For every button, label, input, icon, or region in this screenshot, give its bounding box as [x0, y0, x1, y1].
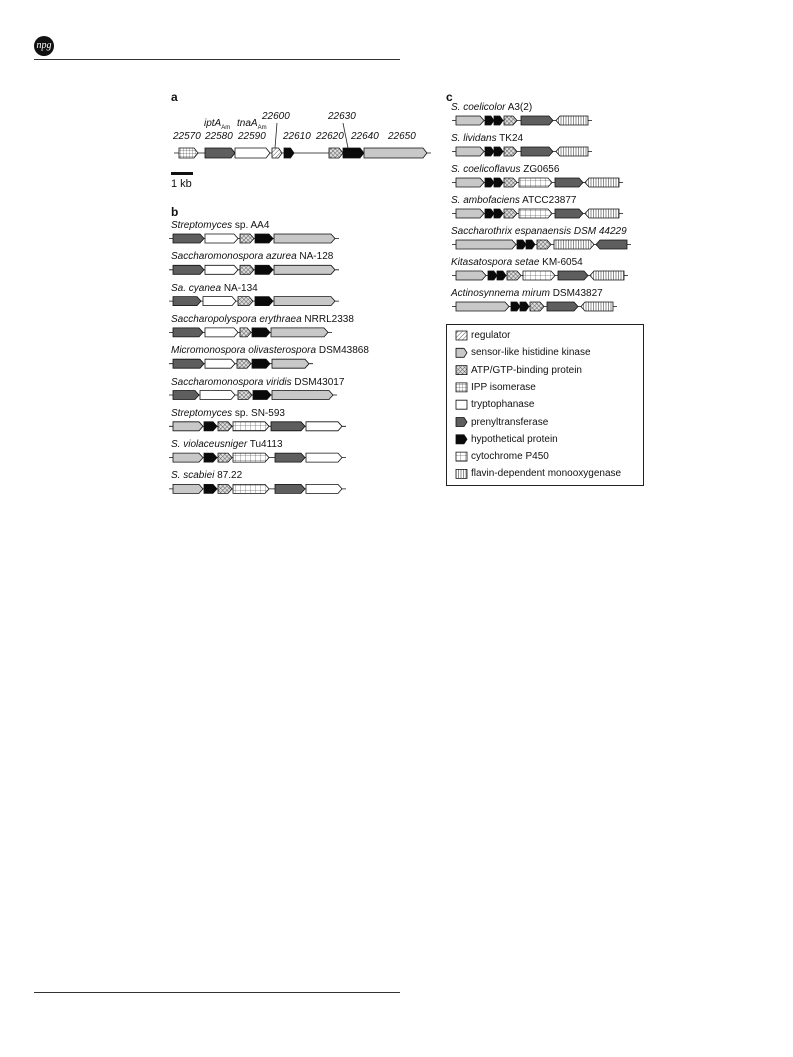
- panel-b-strain-id: NA-128: [296, 251, 334, 263]
- panel-c-strain-id: ZG0656: [520, 164, 560, 175]
- panel-a-letter: a: [171, 90, 178, 104]
- legend-swatch-trp: [456, 400, 467, 409]
- legend-label-hypo: hypothetical protein: [471, 433, 558, 445]
- npg-logo: npg: [34, 36, 54, 56]
- panel-b-organism-name: Saccharomonospora azurea: [171, 251, 297, 263]
- panel-b-letter: b: [171, 205, 179, 219]
- panel-c-organism-name: Saccharothrix espanaensis DSM 44229: [451, 226, 627, 237]
- legend-swatch-sensor: [456, 348, 467, 357]
- panel-b-organism-name: Saccharopolyspora erythraea: [171, 313, 302, 325]
- panel-b-strain-id: DSM43868: [316, 345, 369, 357]
- legend-label-flavin: flavin-dependent monooxygenase: [471, 468, 622, 480]
- legend-label-prenyl: prenyltransferase: [471, 416, 549, 428]
- panel-c-organism-name: S. coelicolor: [451, 102, 506, 113]
- legend-swatch-atp: [456, 366, 467, 375]
- panel-c-strain-id: TK24: [496, 133, 524, 144]
- gene-label-22610: 22610: [283, 131, 311, 142]
- panel-c-organism-name: S. lividans: [451, 133, 497, 144]
- panel-b-organism-name: Streptomyces: [171, 220, 233, 231]
- legend-swatch-prenyl: [456, 418, 467, 427]
- legend-label-regulator: regulator: [471, 330, 511, 341]
- scale-bar-label: 1 kb: [171, 178, 192, 190]
- panel-c-organism-name: Kitasatospora setae: [451, 257, 540, 268]
- gene-label-22630: 22630: [328, 111, 356, 122]
- panel-b-strain-id: Tu4113: [247, 439, 283, 451]
- gene-label-22640: 22640: [351, 131, 379, 142]
- legend-swatch-p450: [456, 452, 467, 461]
- gene-label-22570: 22570: [173, 131, 201, 142]
- panel-b-organism-name: S. violaceusniger: [171, 439, 248, 451]
- panel-c-strain-id: A3(2): [505, 102, 533, 113]
- legend-label-ipp: IPP isomerase: [471, 381, 536, 393]
- panel-c-organism-name: S. ambofaciens: [451, 195, 520, 206]
- legend-swatch-hypo: [456, 435, 467, 444]
- gene-label-iptA: iptA$_{Am}$: [204, 118, 231, 131]
- panel-b-strain-id: DSM43017: [291, 376, 345, 388]
- panel-b-organism-name: Saccharomonospora viridis: [171, 376, 292, 388]
- panel-c-letter: c: [446, 90, 453, 104]
- panel-b-strain-id: 87.22: [214, 470, 243, 482]
- panel-c-strain-id: KM-6054: [539, 257, 583, 268]
- legend-label-p450: cytochrome P450: [471, 451, 549, 463]
- legend-swatch-regulator: [456, 331, 467, 340]
- legend-swatch-ipp: [456, 383, 467, 392]
- legend-swatch-flavin: [456, 469, 467, 478]
- panel-c-organism-name: S. coelicoflavus: [451, 164, 521, 175]
- panel-b-strain-id: NA-134: [221, 282, 258, 294]
- legend-label-atp: ATP/GTP-binding protein: [471, 364, 582, 376]
- panel-b-organism-name: Sa. cyanea: [171, 282, 222, 294]
- panel-b-strain-id: sp. AA4: [232, 220, 270, 231]
- panel-b-strain-id: sp. SN-593: [232, 407, 285, 419]
- panel-b-organism-name: Streptomyces: [171, 407, 233, 419]
- panel-c-organism-name: Actinosynnema mirum: [451, 288, 550, 299]
- panel-b-strain-id: NRRL2338: [301, 313, 354, 325]
- gene-label-22650: 22650: [388, 131, 416, 142]
- legend-label-sensor: sensor-like histidine kinase: [471, 347, 591, 359]
- gene-label-tnaA: tnaA$_{Am}$: [237, 118, 267, 131]
- panel-b-organism-name: S. scabiei: [171, 470, 215, 482]
- panel-c-strain-id: DSM43827: [549, 288, 603, 299]
- panel-c-strain-id: ATCC23877: [519, 195, 577, 206]
- gene-label-22590: 22590: [238, 131, 266, 142]
- gene-label-22580: 22580: [205, 131, 233, 142]
- legend-label-trp: tryptophanase: [471, 399, 535, 411]
- gene-label-22600: 22600: [262, 111, 290, 122]
- gene-label-22620: 22620: [316, 131, 344, 142]
- panel-b-organism-name: Micromonospora olivasterospora: [171, 345, 317, 357]
